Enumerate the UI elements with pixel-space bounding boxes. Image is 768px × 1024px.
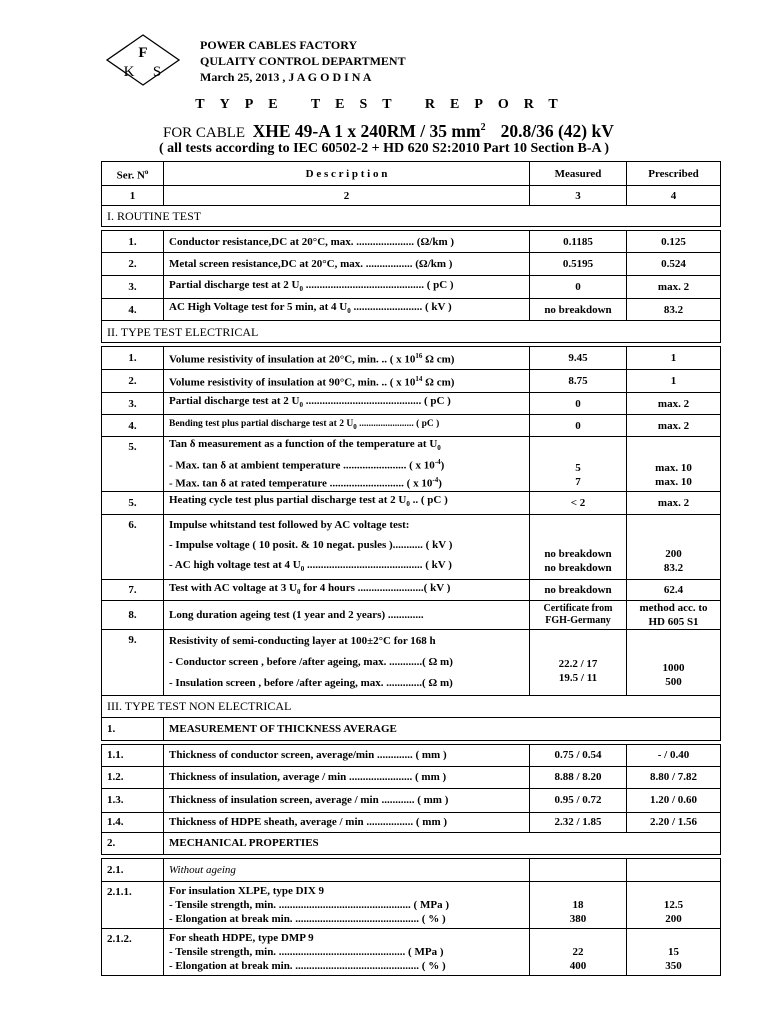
table-cell: 0.524: [627, 253, 721, 276]
table-cell: 22.2 / 17 19.5 / 11: [530, 629, 627, 695]
table-cell: - / 0.40: [627, 744, 721, 766]
table-cell: 0.125: [627, 231, 721, 253]
column-number-row: [102, 186, 721, 206]
table-cell: 200 83.2: [627, 514, 721, 579]
table-cell: 1: [627, 370, 721, 393]
subsection-thickness: [102, 717, 721, 740]
table-cell: no breakdown: [530, 299, 627, 321]
table-cell: 1000 500: [627, 629, 721, 695]
test-report-table: [101, 161, 721, 976]
table-cell: 62.4: [627, 579, 721, 600]
table-cell: II. TYPE TEST ELECTRICAL: [102, 321, 721, 343]
table-row: [102, 276, 721, 299]
table-cell: Tan δ measurement as a function of the temperature at $U_0$ - Max. tan δ at ambient temperature ....................... ( x $10^{-4}$) - Max. tan δ at rated temperature ........................... ( x $10^{-4}$): [164, 437, 530, 492]
table-cell: 1.2.: [102, 766, 164, 788]
table-cell: max. 10 max. 10: [627, 437, 721, 492]
col-ser: Ser. $N^o$: [102, 162, 164, 186]
table-cell: 15 350: [627, 928, 721, 975]
table-cell: 2.: [102, 253, 164, 276]
col-prescribed: Prescribed: [627, 162, 721, 186]
table-cell: 9.: [102, 629, 164, 695]
table-cell: 0.95 / 0.72: [530, 788, 627, 812]
table-row: [102, 231, 721, 253]
table-cell: 7.: [102, 579, 164, 600]
table-cell: 0: [530, 276, 627, 299]
table-cell: 2.32 / 1.85: [530, 812, 627, 832]
table-cell: 5 7: [530, 437, 627, 492]
table-cell: 2.: [102, 832, 164, 854]
table-cell: 2.1.: [102, 858, 164, 881]
table-cell: For sheath HDPE, type DMP 9 - Tensile strength, min. .............................................. ( MPa ) - Elongation at break min. ............................................. ( % ): [164, 928, 530, 975]
col-measured: Measured: [530, 162, 627, 186]
table-cell: 3.: [102, 276, 164, 299]
table-cell: 83.2: [627, 299, 721, 321]
column-header-row: [102, 162, 721, 186]
table-cell: 18 380: [530, 881, 627, 928]
table-cell: 0: [530, 393, 627, 415]
cable-prefix: FOR CABLE: [163, 125, 246, 141]
report-title: TYPE TEST REPORT: [195, 97, 573, 112]
table-cell: 22 400: [530, 928, 627, 975]
table-cell: 1.: [102, 717, 164, 740]
table-cell: Partial discharge test at 2 $U_0$ ........................................... ( pC ): [164, 276, 530, 299]
table-cell: < 2: [530, 491, 627, 514]
table-row: [102, 253, 721, 276]
table-cell: Thickness of insulation, average / min ....................... ( mm ): [164, 766, 530, 788]
logo-letter-s: S: [152, 64, 162, 80]
table-cell: method acc. to HD 605 S1: [627, 600, 721, 629]
table-cell: 0.1185: [530, 231, 627, 253]
table-cell: Thickness of HDPE sheath, average / min ................. ( mm ): [164, 812, 530, 832]
section-type-test-non-electrical: [102, 695, 721, 717]
table-cell: AC High Voltage test for 5 min, at 4 $U_0$ ......................... ( kV ): [164, 299, 530, 321]
table-cell: I. ROUTINE TEST: [102, 206, 721, 227]
table-cell: 6.: [102, 514, 164, 579]
subsection-mechanical: [102, 832, 721, 854]
table-cell: 4: [627, 186, 721, 206]
table-cell: Without ageing: [164, 858, 530, 881]
table-row: [102, 788, 721, 812]
table-cell: 8.75: [530, 370, 627, 393]
table-cell: Resistivity of semi-conducting layer at 100±2°C for 168 h - Conductor screen , before /after ageing, max. ............( Ω m) - Insulation screen , before /after ageing, max. .............( Ω m): [164, 629, 530, 695]
table-cell: Heating cycle test plus partial discharge test at 2 $U_0$ .. ( pC ): [164, 491, 530, 514]
table-cell: 0: [530, 415, 627, 437]
table-cell: 4.: [102, 415, 164, 437]
col-description: D e s c r i p t i o n: [164, 162, 530, 186]
table-cell: max. 2: [627, 415, 721, 437]
table-cell: max. 2: [627, 393, 721, 415]
table-cell: 5.: [102, 437, 164, 492]
section-routine-test: [102, 206, 721, 227]
table-cell: 5.: [102, 491, 164, 514]
table-cell: Volume resistivity of insulation at 90°C, min. .. ( x $10^{14}$ Ω cm): [164, 370, 530, 393]
table-row: [102, 514, 721, 579]
table-cell: 2.1.2.: [102, 928, 164, 975]
table-cell: 8.80 / 7.82: [627, 766, 721, 788]
table-cell: Certificate from FGH-Germany: [530, 600, 627, 629]
table-cell: Metal screen resistance,DC at 20°C, max. ................. (Ω/km ): [164, 253, 530, 276]
table-cell: Thickness of conductor screen, average/min ............. ( mm ): [164, 744, 530, 766]
cable-line: [163, 121, 614, 142]
standards-subtitle: ( all tests according to IEC 60502-2 + HD 620 S2:2010 Part 10 Section B-A ): [158, 141, 610, 156]
table-row: [102, 415, 721, 437]
table-cell: 1.3.: [102, 788, 164, 812]
table-cell: 1: [627, 347, 721, 370]
table-cell: Conductor resistance,DC at 20°C, max. ..................... (Ω/km ): [164, 231, 530, 253]
table-row: [102, 812, 721, 832]
table-row: [102, 347, 721, 370]
table-row: [102, 299, 721, 321]
table-cell: Long duration ageing test (1 year and 2 years) .............: [164, 600, 530, 629]
table-cell: 2.20 / 1.56: [627, 812, 721, 832]
table-row: [102, 491, 721, 514]
table-cell: Thickness of insulation screen, average / min ............ ( mm ): [164, 788, 530, 812]
table-cell: max. 2: [627, 276, 721, 299]
table-cell: 8.88 / 8.20: [530, 766, 627, 788]
table-cell: 12.5 200: [627, 881, 721, 928]
factory-name: POWER CABLES FACTORY: [200, 38, 358, 52]
section-type-test-electrical: [102, 321, 721, 343]
table-cell: 0.5195: [530, 253, 627, 276]
table-cell: 8.: [102, 600, 164, 629]
table-row: [102, 744, 721, 766]
table-cell: MECHANICAL PROPERTIES: [164, 832, 721, 854]
table-row: [102, 579, 721, 600]
table-cell: 1.: [102, 231, 164, 253]
table-cell: 2: [164, 186, 530, 206]
table-cell: no breakdown: [530, 579, 627, 600]
date-place: March 25, 2013 , J A G O D I N A: [200, 70, 372, 84]
table-cell: Partial discharge test at 2 $U_0$ .......................................... ( pC ): [164, 393, 530, 415]
table-cell: 1.: [102, 347, 164, 370]
table-row: [102, 370, 721, 393]
table-cell: Test with AC voltage at 3 $U_0$ for 4 hours ........................( kV ): [164, 579, 530, 600]
table-cell: 3.: [102, 393, 164, 415]
table-cell: 2.1.1.: [102, 881, 164, 928]
table-row: [102, 393, 721, 415]
table-cell: Volume resistivity of insulation at 20°C, min. .. ( x $10^{16}$ Ω cm): [164, 347, 530, 370]
table-cell: no breakdown no breakdown: [530, 514, 627, 579]
table-row: [102, 600, 721, 629]
table-row: [102, 437, 721, 492]
table-cell: [530, 858, 627, 881]
table-row: [102, 881, 721, 928]
table-row: [102, 858, 721, 881]
table-cell: 1.20 / 0.60: [627, 788, 721, 812]
table-cell: Bending test plus partial discharge test at 2 $U_0$ ....................... ( pC ): [164, 415, 530, 437]
logo-letter-k: K: [123, 64, 135, 80]
table-cell: 2.: [102, 370, 164, 393]
ks-logo: [105, 33, 181, 87]
department-name: QULAITY CONTROL DEPARTMENT: [200, 54, 406, 68]
table-row: [102, 629, 721, 695]
cable-voltage: 20.8/36 (42) kV: [500, 121, 614, 141]
table-cell: max. 2: [627, 491, 721, 514]
table-cell: MEASUREMENT OF THICKNESS AVERAGE: [164, 717, 721, 740]
table-cell: 0.75 / 0.54: [530, 744, 627, 766]
company-header: [200, 37, 406, 85]
table-cell: For insulation XLPE, type DIX 9 - Tensile strength, min. ................................................ ( MPa ) - Elongation at break min. ............................................. ( % ): [164, 881, 530, 928]
table-row: [102, 766, 721, 788]
table-cell: 3: [530, 186, 627, 206]
table-cell: 9.45: [530, 347, 627, 370]
table-cell: 1.4.: [102, 812, 164, 832]
cable-type: XHE 49-A 1 x 240RM / 35 $mm^2$: [252, 121, 486, 141]
logo-letter-f: F: [138, 45, 148, 61]
table-cell: Impulse whitstand test followed by AC voltage test: - Impulse voltage ( 10 posit. & 10 negat. pusles )........... ( kV ) - AC high voltage test at 4 $U_0$ .......................................... ( kV ): [164, 514, 530, 579]
table-cell: 1.1.: [102, 744, 164, 766]
table-cell: 4.: [102, 299, 164, 321]
table-row: [102, 928, 721, 975]
table-cell: [627, 858, 721, 881]
table-cell: III. TYPE TEST NON ELECTRICAL: [102, 695, 721, 717]
table-cell: 1: [102, 186, 164, 206]
